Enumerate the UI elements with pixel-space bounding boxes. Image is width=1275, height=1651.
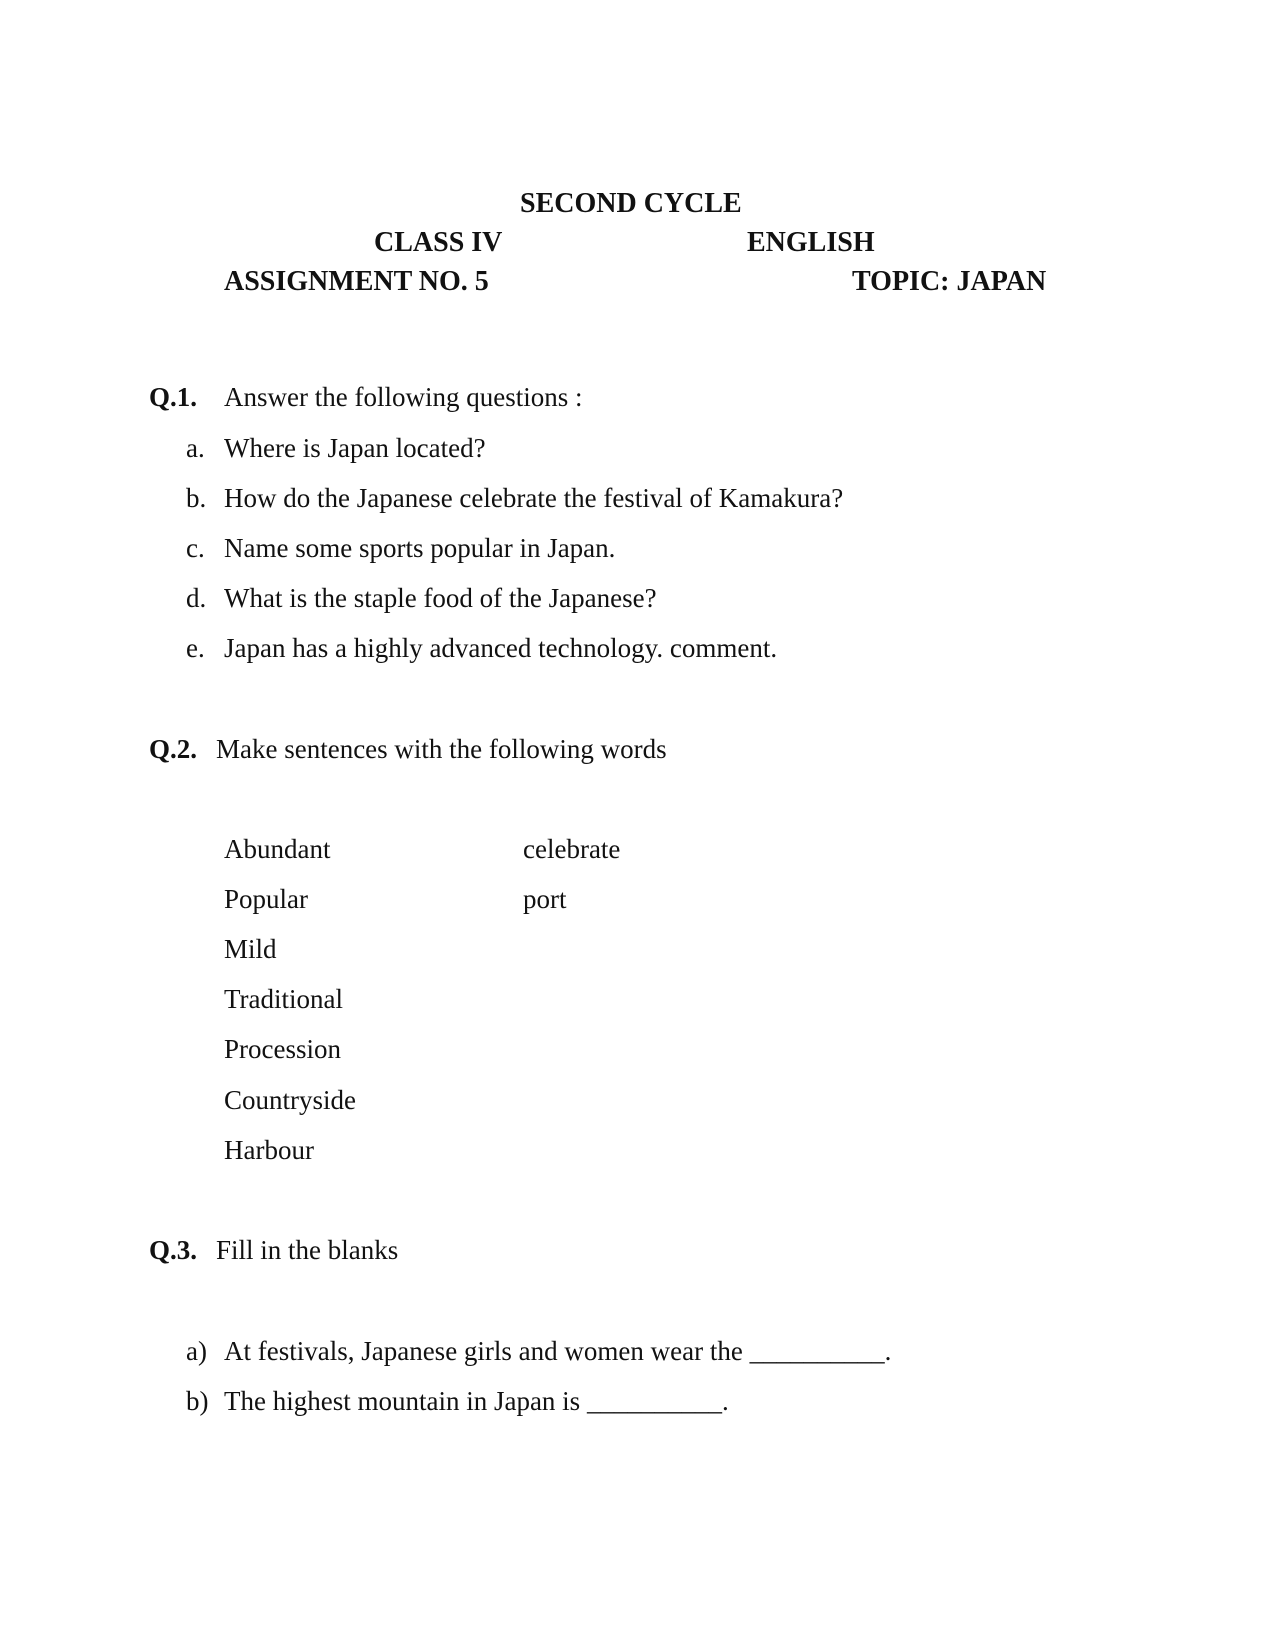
q2-instruction: Make sentences with the following words (216, 734, 667, 764)
q1-item-text: Name some sports popular in Japan. (224, 533, 616, 563)
q2-word: Procession (224, 1034, 341, 1064)
q2-word: Harbour (224, 1135, 314, 1165)
q3-number: Q.3. (149, 1235, 198, 1265)
q1-item-text: What is the staple food of the Japanese? (224, 583, 657, 613)
q2-word: celebrate (523, 834, 621, 864)
q2-word: Abundant (224, 834, 331, 864)
q2-word: Mild (224, 934, 277, 964)
q1-item-marker: e. (186, 633, 205, 663)
q2-word: port (523, 884, 567, 914)
q2-word: Countryside (224, 1085, 356, 1115)
q1-item-text: How do the Japanese celebrate the festival of Kamakura? (224, 483, 844, 513)
cycle-heading: SECOND CYCLE (520, 188, 742, 219)
q2-word: Traditional (224, 984, 344, 1014)
q1-instruction: Answer the following questions : (224, 382, 583, 412)
q1-number: Q.1. (149, 382, 198, 412)
class-label: CLASS IV (374, 227, 503, 258)
q1-item-text: Where is Japan located? (224, 433, 486, 463)
q1-item-marker: b. (186, 483, 207, 513)
q1-item-marker: d. (186, 583, 207, 613)
q3-instruction: Fill in the blanks (216, 1235, 399, 1265)
q2-number: Q.2. (149, 734, 198, 764)
q1-item-marker: a. (186, 433, 205, 463)
q1-item-text: Japan has a highly advanced technology. comment. (224, 633, 778, 663)
q1-item-marker: c. (186, 533, 205, 563)
q3-item-text: At festivals, Japanese girls and women wear the __________. (224, 1336, 892, 1366)
q3-item-marker: a) (186, 1336, 207, 1366)
q2-word: Popular (224, 884, 308, 914)
topic-label: TOPIC: JAPAN (852, 266, 1047, 297)
q3-item-text: The highest mountain in Japan is __________. (224, 1386, 729, 1416)
assignment-label: ASSIGNMENT NO. 5 (224, 266, 489, 297)
q3-item-marker: b) (186, 1386, 209, 1416)
subject-label: ENGLISH (747, 227, 875, 258)
